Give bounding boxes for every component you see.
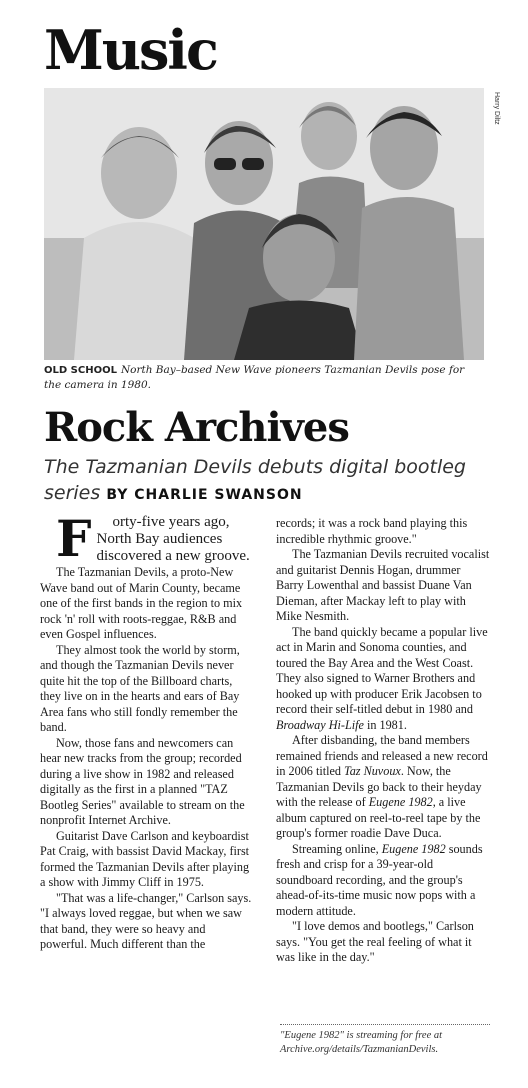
band-photo (44, 88, 484, 360)
byline: BY CHARLIE SWANSON (106, 487, 303, 503)
paragraph (276, 625, 490, 734)
text-run: . Now, the Tazmanian Devils go back to their heyday with the release of (276, 764, 482, 809)
paragraph: records; it was a rock band playing this incredible rhythmic groove." (276, 516, 468, 546)
photo-credit: Harry Diltz (493, 92, 500, 125)
footnote: "Eugene 1982" is streaming for free at Archive.org/details/TazmanianDevils. (280, 1024, 490, 1057)
album-title: Broadway Hi-Life (276, 717, 364, 732)
article-lede (40, 509, 254, 568)
paragraph: They almost took the world by storm, and though the Tazmanian Devils never quite hit the top of the Billboard charts, they live on in the hearts and ears of Bay Area fans who still fondly remember the band. (40, 642, 240, 734)
paragraph: "That was a life-changer," Carlson says. "I always loved reggae, but when we saw that band, they were so heavy and powerful. Much different than the (40, 890, 252, 951)
paragraph: The Tazmanian Devils, a proto-New Wave band out of Marin County, became one of the first bands in the region to mix rock 'n' roll with roots-reggae, R&B and even Gospel influences. (40, 565, 243, 641)
caption-text: North Bay–based New Wave pioneers Tazmanian Devils pose for the camera in 1980. (44, 364, 465, 391)
lede-text: orty-five years ago, North Bay audiences discovered a new groove. (96, 514, 250, 564)
dek (44, 454, 484, 508)
paragraph: Now, those fans and newcomers can hear new tracks from the group; recorded during a live show in 1982 and released digitally as the first in a planned "TAZ Bootleg Series" available to stream on the nonprofit Internet Archive. (40, 735, 245, 827)
album-title: Eugene 1982 (368, 795, 433, 809)
text-run: in 1981. (363, 717, 407, 732)
paragraph: "I love demos and bootlegs," Carlson says. "You get the real feeling of what it was like in the day." (276, 919, 474, 964)
paragraph: Guitarist Dave Carlson and keyboardist Pat Craig, with bassist David Mackay, first formed the Tazmanian Devils after playing a show with Jimmy Cliff in 1975. (40, 828, 250, 889)
text-run: , a live album captured on reel-to-reel tape by the group's former roadie Dave Duca. (276, 795, 481, 840)
text-run: Streaming online, (292, 841, 382, 856)
paragraph: The Tazmanian Devils recruited vocalist and guitarist Dennis Hogan, drummer Barry Lowenthal and bassist Duane Van Dieman, after Mackay left to play with Mike Nesmith. (276, 547, 490, 623)
paragraph (276, 733, 490, 842)
article-column-left (40, 509, 254, 953)
photo-caption (44, 363, 484, 392)
text-run: sounds fresh and crisp for a 39-year-old soundboard recording, and the group's ahead-of-its-time music now pops with a modern attitude. (276, 841, 483, 918)
article-column-right (276, 516, 490, 966)
drop-cap: F (56, 509, 92, 568)
album-title: Eugene 1982 (381, 841, 446, 856)
album-title: Taz Nuvoux (344, 764, 401, 778)
paragraph (276, 842, 490, 920)
headline: Rock Archives (44, 404, 349, 451)
text-run: After disbanding, the band members remained friends and released a new record in 2006 titled (276, 733, 488, 778)
text-run: The band quickly became a popular live act in Marin and Sonoma counties, and toured the Bay Area and the West Coast. They also signed to Warner Brothers and hooked up with producer Erik Jacobsen to record their self-titled debut in 1980 and (276, 624, 488, 716)
dek-text: The Tazmanian Devils debuts digital bootleg series (44, 456, 466, 504)
section-title: Music (44, 18, 217, 82)
caption-kicker: OLD SCHOOL (44, 365, 117, 376)
